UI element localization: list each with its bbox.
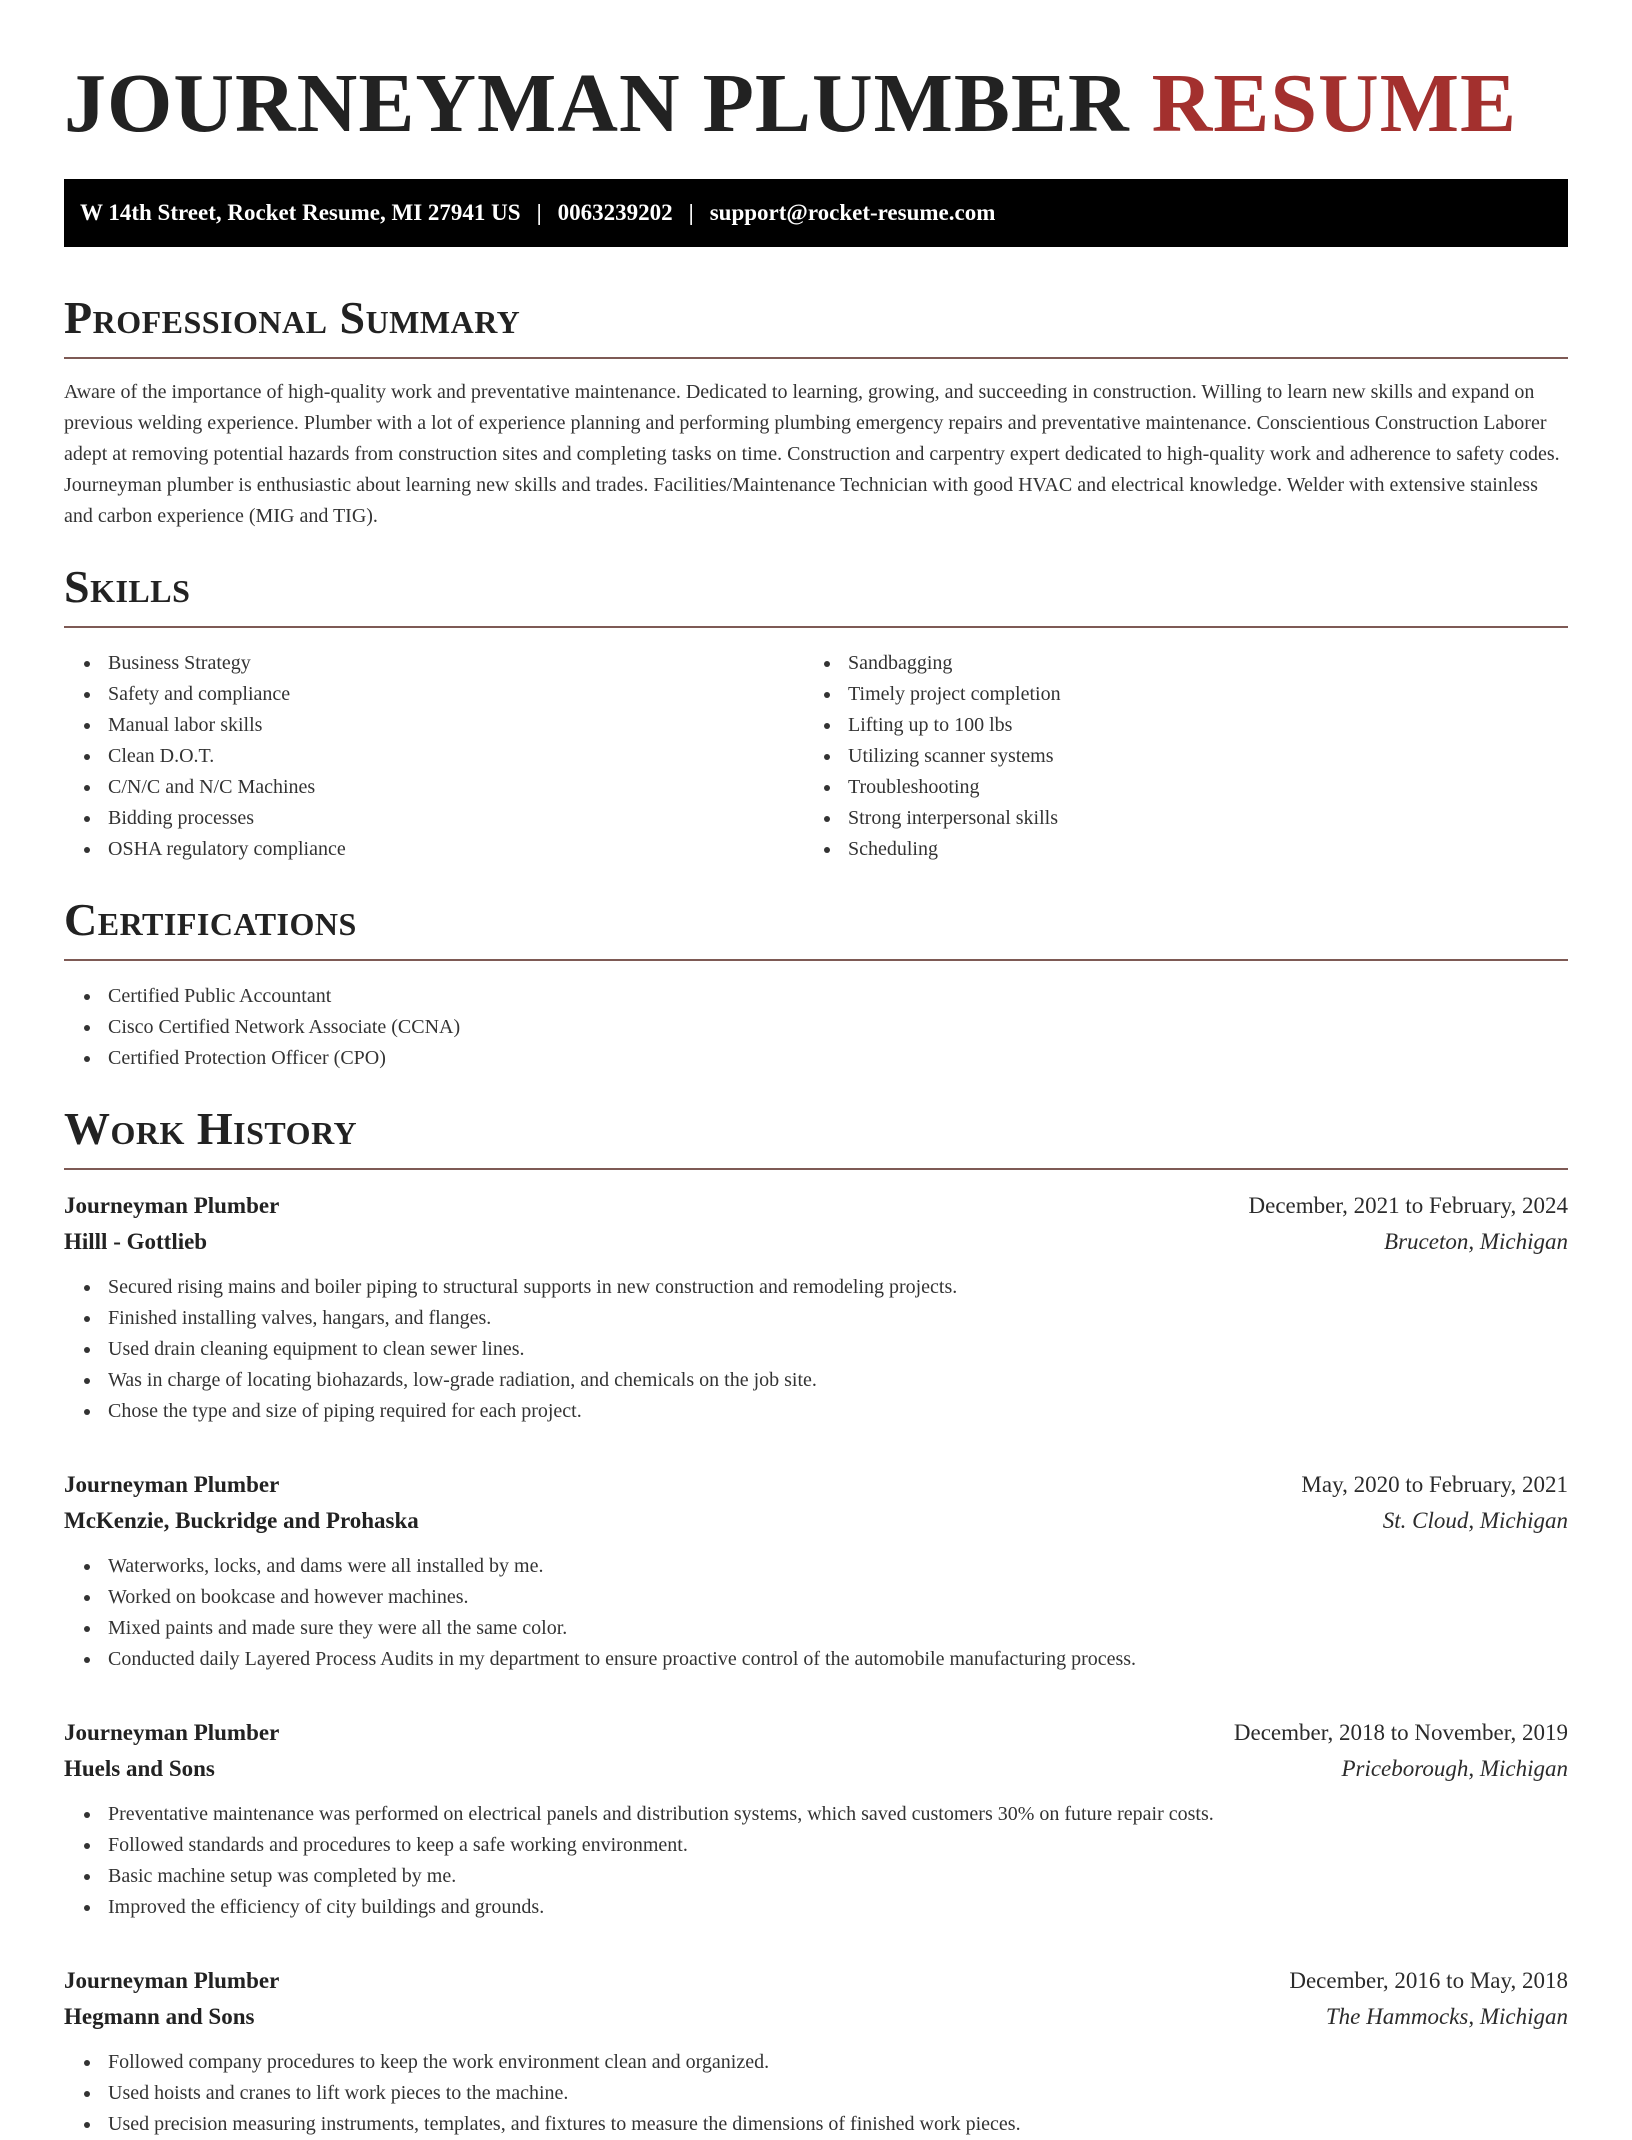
job-duty-item: Followed standards and procedures to keep a safe working environment. (64, 1830, 1568, 1861)
skill-item: Business Strategy (64, 648, 804, 679)
job-location: St. Cloud, Michigan (1382, 1508, 1568, 1533)
job-header-row (64, 1467, 1568, 1503)
skill-item: Manual labor skills (64, 710, 804, 741)
section-divider (64, 1168, 1568, 1170)
job-title: Journeyman Plumber (64, 1193, 280, 1218)
job-duty-item: Was in charge of locating biohazards, low-grade radiation, and chemicals on the job site. (64, 1365, 1568, 1396)
skill-item: Clean D.O.T. (64, 741, 804, 772)
job-company-row (64, 1751, 1568, 1787)
job-duty-item: Chose the type and size of piping required for each project. (64, 1396, 1568, 1427)
job-duty-item: Finished installing valves, hangars, and flanges. (64, 1303, 1568, 1334)
certification-item: Cisco Certified Network Associate (CCNA) (64, 1012, 1568, 1043)
job-duties-list (64, 2047, 1568, 2140)
job-duty-item: Used drain cleaning equipment to clean sewer lines. (64, 1334, 1568, 1365)
skill-item: Troubleshooting (804, 772, 1544, 803)
work-history-heading: Work History (64, 1103, 358, 1154)
section-divider (64, 959, 1568, 961)
summary-heading: Professional Summary (64, 292, 521, 343)
job-header-row (64, 1715, 1568, 1751)
contact-phone: 0063239202 (557, 200, 673, 225)
job-title: Journeyman Plumber (64, 1472, 280, 1497)
job-duty-item: Basic machine setup was completed by me. (64, 1861, 1568, 1892)
contact-email: support@rocket-resume.com (709, 200, 996, 225)
skill-item: Timely project completion (804, 679, 1544, 710)
contact-bar (64, 179, 1568, 247)
job-duty-item: Waterworks, locks, and dams were all installed by me. (64, 1551, 1568, 1582)
job-duty-item: Preventative maintenance was performed on electrical panels and distribution systems, which saved customers 30% on future repair costs. (64, 1799, 1568, 1830)
job-duty-item: Worked on bookcase and however machines. (64, 1582, 1568, 1613)
job-dates: December, 2021 to February, 2024 (1248, 1193, 1568, 1218)
contact-separator: | (536, 200, 542, 225)
skills-list-right (804, 648, 1544, 865)
skills-section (64, 560, 1568, 865)
title-accent: RESUME (1151, 57, 1518, 150)
skills-list-left (64, 648, 804, 865)
skill-item: Sandbagging (804, 648, 1544, 679)
skill-item: OSHA regulatory compliance (64, 834, 804, 865)
certifications-section (64, 893, 1568, 1074)
job-location: Bruceton, Michigan (1384, 1229, 1568, 1254)
skill-item: C/N/C and N/C Machines (64, 772, 804, 803)
skill-item: Scheduling (804, 834, 1544, 865)
job-entry (64, 1963, 1568, 2140)
skill-item: Bidding processes (64, 803, 804, 834)
job-dates: December, 2018 to November, 2019 (1233, 1720, 1568, 1745)
certifications-list (64, 981, 1568, 1074)
job-dates: May, 2020 to February, 2021 (1301, 1472, 1568, 1497)
job-duty-item: Conducted daily Layered Process Audits in my department to ensure proactive control of the automobile manufacturing process. (64, 1644, 1568, 1675)
job-duty-item: Used hoists and cranes to lift work pieces to the machine. (64, 2078, 1568, 2109)
job-entry (64, 1188, 1568, 1427)
job-company-row (64, 1224, 1568, 1260)
summary-section (64, 291, 1568, 532)
skill-item: Strong interpersonal skills (804, 803, 1544, 834)
certifications-heading: Certifications (64, 894, 357, 945)
skill-item: Safety and compliance (64, 679, 804, 710)
work-history-section (64, 1102, 1568, 2140)
job-duty-item: Improved the efficiency of city buildings and grounds. (64, 1892, 1568, 1923)
job-duty-item: Secured rising mains and boiler piping to structural supports in new construction and remodeling projects. (64, 1272, 1568, 1303)
job-duty-item: Followed company procedures to keep the work environment clean and organized. (64, 2047, 1568, 2078)
skill-item: Utilizing scanner systems (804, 741, 1544, 772)
section-divider (64, 357, 1568, 359)
job-duties-list (64, 1272, 1568, 1427)
certification-item: Certified Protection Officer (CPO) (64, 1043, 1568, 1074)
job-company-row (64, 1503, 1568, 1539)
skills-heading: Skills (64, 561, 191, 612)
job-company: Hilll - Gottlieb (64, 1229, 208, 1254)
contact-address: W 14th Street, Rocket Resume, MI 27941 US (80, 200, 521, 225)
job-duties-list (64, 1551, 1568, 1675)
job-location: Priceborough, Michigan (1341, 1756, 1568, 1781)
summary-text: Aware of the importance of high-quality work and preventative maintenance. Dedicated to learning, growing, and succeeding in construction. Willing to learn new skills and expand on previous welding experience. Plumber with a lot of experience planning and performing plumbing emergency repairs and preventative maintenance. Conscientious Construction Laborer adept at removing potential hazards from construction sites and completing tasks on time. Construction and carpentry expert dedicated to high-quality work and adherence to safety codes. Journeyman plumber is enthusiastic about learning new skills and trades. Facilities/Maintenance Technician with good HVAC and electrical knowledge. Welder with extensive stainless and carbon experience (MIG and TIG). (64, 381, 1560, 527)
job-duty-item: Mixed paints and made sure they were all the same color. (64, 1613, 1568, 1644)
certification-item: Certified Public Accountant (64, 981, 1568, 1012)
job-header-row (64, 1188, 1568, 1224)
job-duties-list (64, 1799, 1568, 1923)
job-title: Journeyman Plumber (64, 1720, 280, 1745)
skill-item: Lifting up to 100 lbs (804, 710, 1544, 741)
job-entry (64, 1715, 1568, 1923)
job-dates: December, 2016 to May, 2018 (1289, 1968, 1568, 1993)
job-header-row (64, 1963, 1568, 1999)
job-company: McKenzie, Buckridge and Prohaska (64, 1508, 419, 1533)
job-company: Huels and Sons (64, 1756, 215, 1781)
skills-columns (64, 628, 1568, 865)
job-company-row (64, 1999, 1568, 2035)
title-main: JOURNEYMAN PLUMBER (64, 57, 1130, 150)
job-title: Journeyman Plumber (64, 1968, 280, 1993)
job-entry (64, 1467, 1568, 1675)
resume-title (64, 0, 1568, 154)
job-company: Hegmann and Sons (64, 2004, 255, 2029)
job-duty-item: Used precision measuring instruments, templates, and fixtures to measure the dimensions of finished work pieces. (64, 2109, 1568, 2140)
job-location: The Hammocks, Michigan (1325, 2004, 1568, 2029)
contact-separator: | (688, 200, 694, 225)
